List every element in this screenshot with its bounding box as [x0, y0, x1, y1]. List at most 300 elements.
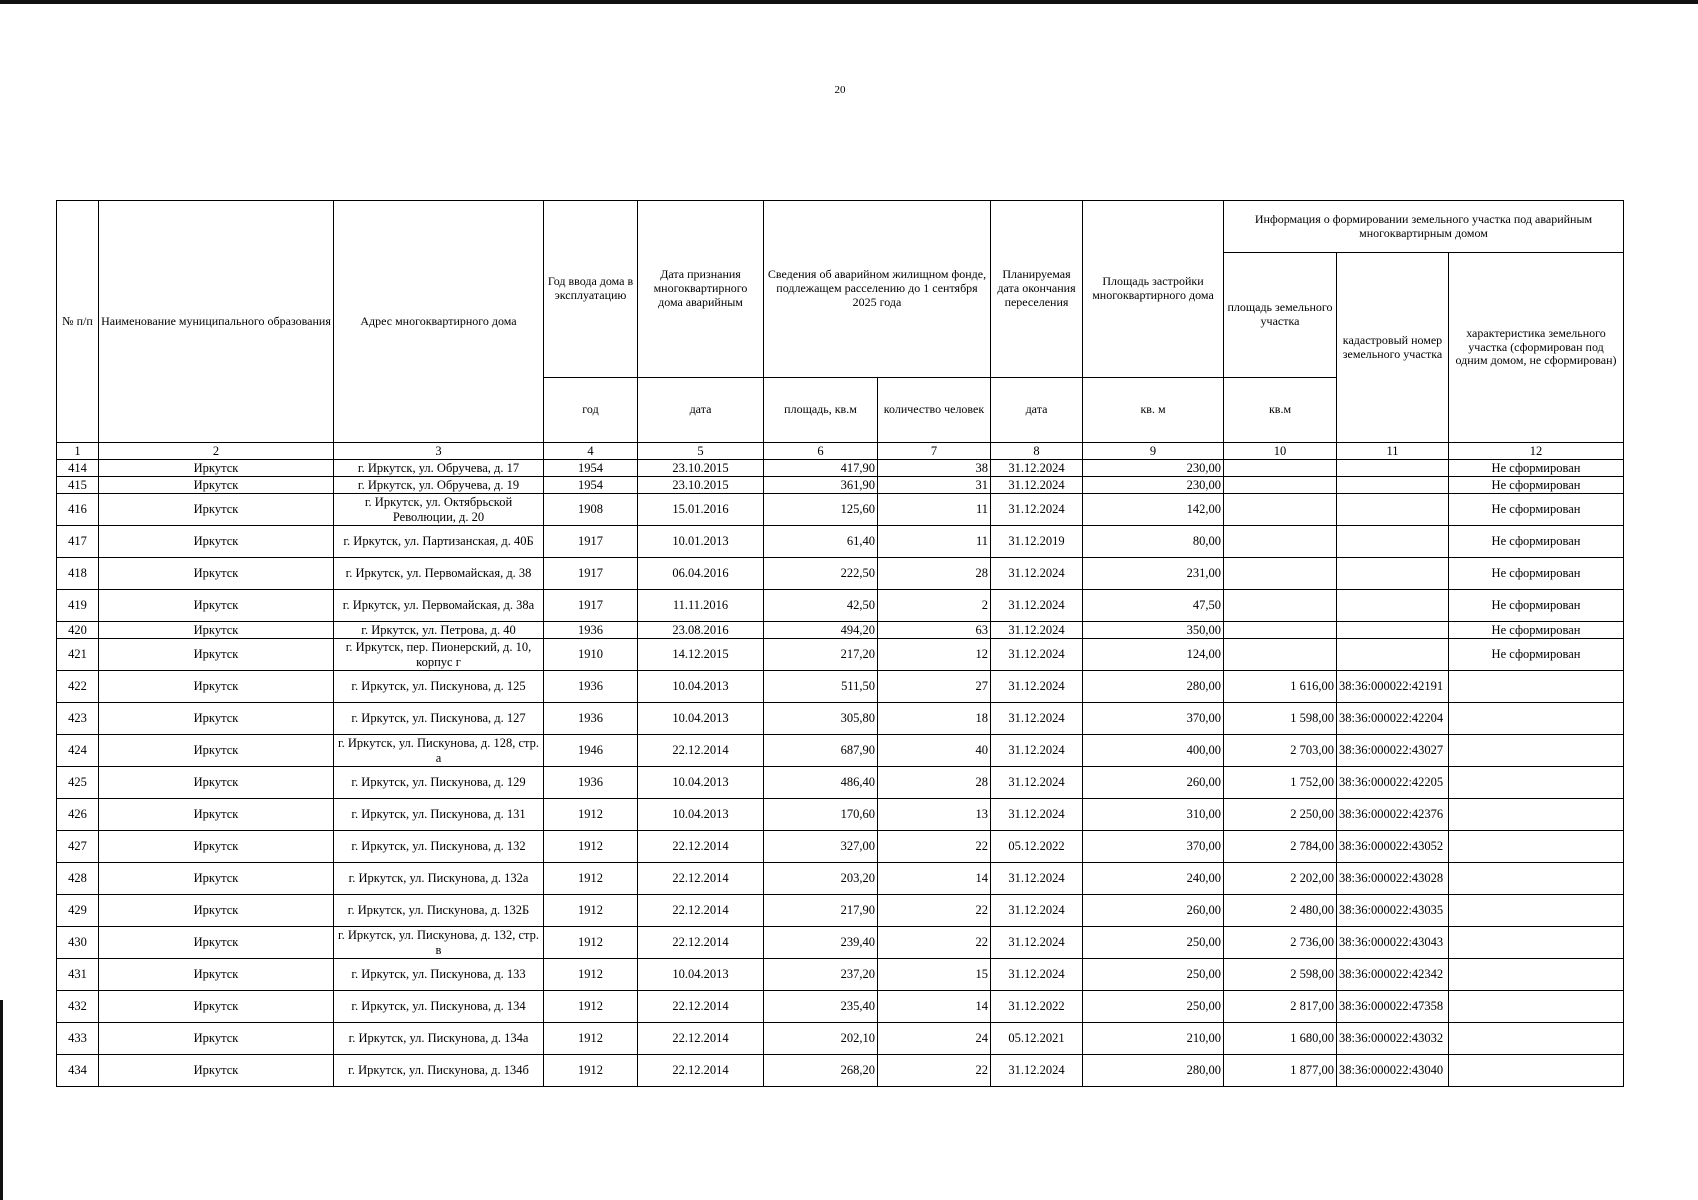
cell-no: 433 [57, 1023, 99, 1055]
cell-municipality: Иркутск [99, 895, 334, 927]
cell-municipality: Иркутск [99, 526, 334, 558]
cell-land-characteristic [1449, 671, 1624, 703]
header-land-characteristic: характеристика земельного участка (сформирован под одним домом, не сформирован) [1449, 253, 1624, 443]
cell-area: 125,60 [764, 494, 878, 526]
cell-land-area [1224, 590, 1337, 622]
cell-recognition-date: 22.12.2014 [638, 991, 764, 1023]
cell-land-area [1224, 494, 1337, 526]
cell-municipality: Иркутск [99, 991, 334, 1023]
cell-no: 434 [57, 1055, 99, 1087]
cell-planned-date: 31.12.2024 [991, 494, 1083, 526]
cell-land-characteristic [1449, 735, 1624, 767]
cell-people: 14 [878, 863, 991, 895]
table-body [57, 460, 1624, 1087]
cell-recognition-date: 10.04.2013 [638, 703, 764, 735]
header-land-area: площадь земельного участка [1224, 253, 1337, 378]
table-row [57, 558, 1624, 590]
cell-municipality: Иркутск [99, 590, 334, 622]
cell-land-area: 1 598,00 [1224, 703, 1337, 735]
cell-recognition-date: 22.12.2014 [638, 863, 764, 895]
cell-planned-date: 31.12.2024 [991, 477, 1083, 494]
cell-land-area [1224, 526, 1337, 558]
cell-recognition-date: 22.12.2014 [638, 1023, 764, 1055]
cell-land-characteristic: Не сформирован [1449, 526, 1624, 558]
cell-planned-date: 31.12.2024 [991, 959, 1083, 991]
cell-municipality: Иркутск [99, 1055, 334, 1087]
cell-people: 27 [878, 671, 991, 703]
cell-land-characteristic [1449, 863, 1624, 895]
table-row [57, 927, 1624, 959]
cell-planned-date: 31.12.2024 [991, 735, 1083, 767]
cell-year: 1912 [544, 1055, 638, 1087]
cell-recognition-date: 23.10.2015 [638, 477, 764, 494]
cell-recognition-date: 10.04.2013 [638, 767, 764, 799]
cell-municipality: Иркутск [99, 558, 334, 590]
column-number: 4 [544, 443, 638, 460]
cell-year: 1912 [544, 799, 638, 831]
cell-area: 268,20 [764, 1055, 878, 1087]
cell-land-characteristic: Не сформирован [1449, 590, 1624, 622]
cell-no: 426 [57, 799, 99, 831]
cell-land-area: 2 784,00 [1224, 831, 1337, 863]
cell-land-characteristic: Не сформирован [1449, 622, 1624, 639]
cell-area: 203,20 [764, 863, 878, 895]
cell-building-area: 310,00 [1083, 799, 1224, 831]
table-row [57, 991, 1624, 1023]
cell-land-area: 2 598,00 [1224, 959, 1337, 991]
cell-building-area: 240,00 [1083, 863, 1224, 895]
cell-land-characteristic [1449, 799, 1624, 831]
cell-people: 24 [878, 1023, 991, 1055]
cell-planned-date: 31.12.2024 [991, 863, 1083, 895]
table-row [57, 494, 1624, 526]
cell-building-area: 231,00 [1083, 558, 1224, 590]
cell-people: 28 [878, 767, 991, 799]
cell-area: 511,50 [764, 671, 878, 703]
cell-year: 1936 [544, 671, 638, 703]
cell-land-area: 2 817,00 [1224, 991, 1337, 1023]
cell-municipality: Иркутск [99, 494, 334, 526]
cell-year: 1912 [544, 991, 638, 1023]
cell-land-characteristic [1449, 991, 1624, 1023]
cell-address: г. Иркутск, ул. Пискунова, д. 132Б [334, 895, 544, 927]
cell-people: 40 [878, 735, 991, 767]
cell-building-area: 142,00 [1083, 494, 1224, 526]
column-number: 8 [991, 443, 1083, 460]
cell-land-area: 1 680,00 [1224, 1023, 1337, 1055]
cell-address: г. Иркутск, ул. Пискунова, д. 132 [334, 831, 544, 863]
cell-no: 428 [57, 863, 99, 895]
cell-land-area: 2 202,00 [1224, 863, 1337, 895]
cell-people: 63 [878, 622, 991, 639]
cell-no: 415 [57, 477, 99, 494]
cell-area: 239,40 [764, 927, 878, 959]
cell-cadastral: 38:36:000022:43027 [1337, 735, 1449, 767]
cell-area: 237,20 [764, 959, 878, 991]
cell-year: 1936 [544, 767, 638, 799]
cell-people: 11 [878, 494, 991, 526]
cell-land-area [1224, 460, 1337, 477]
cell-land-characteristic [1449, 831, 1624, 863]
cell-no: 421 [57, 639, 99, 671]
cell-building-area: 280,00 [1083, 1055, 1224, 1087]
cell-municipality: Иркутск [99, 959, 334, 991]
table-row [57, 622, 1624, 639]
unit-building-area: кв. м [1083, 378, 1224, 443]
cell-year: 1936 [544, 622, 638, 639]
cell-year: 1912 [544, 927, 638, 959]
header-municipality: Наименование муниципального образования [99, 201, 334, 443]
cell-planned-date: 31.12.2024 [991, 895, 1083, 927]
cell-recognition-date: 15.01.2016 [638, 494, 764, 526]
cell-recognition-date: 10.04.2013 [638, 799, 764, 831]
table-row [57, 460, 1624, 477]
cell-cadastral: 38:36:000022:42191 [1337, 671, 1449, 703]
cell-municipality: Иркутск [99, 703, 334, 735]
cell-people: 12 [878, 639, 991, 671]
cell-planned-date: 31.12.2024 [991, 460, 1083, 477]
cell-land-characteristic [1449, 895, 1624, 927]
cell-year: 1917 [544, 558, 638, 590]
unit-year: год [544, 378, 638, 443]
cell-cadastral [1337, 639, 1449, 671]
cell-year: 1954 [544, 460, 638, 477]
table-row [57, 1023, 1624, 1055]
cell-municipality: Иркутск [99, 1023, 334, 1055]
cell-year: 1912 [544, 831, 638, 863]
cell-address: г. Иркутск, ул. Пискунова, д. 132а [334, 863, 544, 895]
cell-land-characteristic [1449, 1023, 1624, 1055]
cell-planned-date: 31.12.2024 [991, 590, 1083, 622]
cell-land-area: 2 480,00 [1224, 895, 1337, 927]
column-number: 6 [764, 443, 878, 460]
cell-planned-date: 31.12.2024 [991, 639, 1083, 671]
cell-land-characteristic [1449, 927, 1624, 959]
cell-building-area: 210,00 [1083, 1023, 1224, 1055]
cell-cadastral [1337, 622, 1449, 639]
cell-land-characteristic: Не сформирован [1449, 639, 1624, 671]
cell-building-area: 260,00 [1083, 895, 1224, 927]
cell-planned-date: 31.12.2024 [991, 558, 1083, 590]
cell-no: 423 [57, 703, 99, 735]
cell-municipality: Иркутск [99, 863, 334, 895]
cell-recognition-date: 23.08.2016 [638, 622, 764, 639]
cell-land-area: 2 736,00 [1224, 927, 1337, 959]
cell-planned-date: 05.12.2021 [991, 1023, 1083, 1055]
cell-year: 1912 [544, 959, 638, 991]
cell-address: г. Иркутск, ул. Пискунова, д. 134б [334, 1055, 544, 1087]
table-row [57, 831, 1624, 863]
cell-municipality: Иркутск [99, 831, 334, 863]
cell-people: 2 [878, 590, 991, 622]
cell-address: г. Иркутск, ул. Октябрьской Революции, д. 20 [334, 494, 544, 526]
cell-planned-date: 31.12.2024 [991, 703, 1083, 735]
page-number: 20 [834, 84, 846, 96]
table-row [57, 959, 1624, 991]
cell-people: 38 [878, 460, 991, 477]
cell-cadastral: 38:36:000022:43035 [1337, 895, 1449, 927]
cell-no: 425 [57, 767, 99, 799]
unit-people: количество человек [878, 378, 991, 443]
cell-address: г. Иркутск, ул. Пискунова, д. 129 [334, 767, 544, 799]
cell-no: 424 [57, 735, 99, 767]
cell-planned-date: 31.12.2024 [991, 622, 1083, 639]
cell-cadastral: 38:36:000022:43032 [1337, 1023, 1449, 1055]
cell-no: 419 [57, 590, 99, 622]
cell-planned-date: 31.12.2024 [991, 671, 1083, 703]
cell-year: 1912 [544, 895, 638, 927]
column-number: 5 [638, 443, 764, 460]
cell-area: 217,20 [764, 639, 878, 671]
cell-planned-date: 05.12.2022 [991, 831, 1083, 863]
cell-address: г. Иркутск, ул. Пискунова, д. 134 [334, 991, 544, 1023]
cell-municipality: Иркутск [99, 927, 334, 959]
cell-planned-date: 31.12.2024 [991, 799, 1083, 831]
cell-area: 687,90 [764, 735, 878, 767]
header-cadastral: кадастровый номер земельного участка [1337, 253, 1449, 443]
cell-area: 417,90 [764, 460, 878, 477]
cell-municipality: Иркутск [99, 622, 334, 639]
cell-municipality: Иркутск [99, 477, 334, 494]
cell-building-area: 260,00 [1083, 767, 1224, 799]
table-row [57, 1055, 1624, 1087]
cell-address: г. Иркутск, ул. Пискунова, д. 131 [334, 799, 544, 831]
cell-no: 432 [57, 991, 99, 1023]
scan-left-border [0, 1000, 3, 1200]
cell-building-area: 250,00 [1083, 959, 1224, 991]
cell-people: 31 [878, 477, 991, 494]
cell-area: 170,60 [764, 799, 878, 831]
table-row [57, 735, 1624, 767]
unit-planned-date: дата [991, 378, 1083, 443]
cell-people: 13 [878, 799, 991, 831]
cell-people: 22 [878, 895, 991, 927]
cell-land-characteristic: Не сформирован [1449, 460, 1624, 477]
column-number: 2 [99, 443, 334, 460]
header-address: Адрес многоквартирного дома [334, 201, 544, 443]
cell-planned-date: 31.12.2022 [991, 991, 1083, 1023]
cell-cadastral [1337, 558, 1449, 590]
cell-cadastral: 38:36:000022:47358 [1337, 991, 1449, 1023]
cell-people: 15 [878, 959, 991, 991]
cell-area: 222,50 [764, 558, 878, 590]
cell-area: 494,20 [764, 622, 878, 639]
cell-municipality: Иркутск [99, 460, 334, 477]
cell-address: г. Иркутск, пер. Пионерский, д. 10, корпус г [334, 639, 544, 671]
cell-building-area: 47,50 [1083, 590, 1224, 622]
cell-area: 42,50 [764, 590, 878, 622]
cell-cadastral: 38:36:000022:42376 [1337, 799, 1449, 831]
cell-building-area: 400,00 [1083, 735, 1224, 767]
cell-no: 431 [57, 959, 99, 991]
header-building-area: Площадь застройки многоквартирного дома [1083, 201, 1224, 378]
cell-people: 28 [878, 558, 991, 590]
column-number: 3 [334, 443, 544, 460]
cell-planned-date: 31.12.2024 [991, 767, 1083, 799]
cell-no: 422 [57, 671, 99, 703]
cell-cadastral [1337, 590, 1449, 622]
cell-area: 235,40 [764, 991, 878, 1023]
cell-building-area: 350,00 [1083, 622, 1224, 639]
cell-land-area: 2 250,00 [1224, 799, 1337, 831]
column-number: 11 [1337, 443, 1449, 460]
cell-year: 1912 [544, 863, 638, 895]
cell-recognition-date: 22.12.2014 [638, 927, 764, 959]
header-no: № п/п [57, 201, 99, 443]
table-row [57, 671, 1624, 703]
cell-cadastral: 38:36:000022:43040 [1337, 1055, 1449, 1087]
cell-land-characteristic [1449, 767, 1624, 799]
header-year: Год ввода дома в эксплуатацию [544, 201, 638, 378]
table-row [57, 703, 1624, 735]
cell-people: 11 [878, 526, 991, 558]
table-row [57, 767, 1624, 799]
cell-no: 417 [57, 526, 99, 558]
cell-land-characteristic: Не сформирован [1449, 558, 1624, 590]
cell-no: 418 [57, 558, 99, 590]
table-row [57, 895, 1624, 927]
unit-area: площадь, кв.м [764, 378, 878, 443]
cell-address: г. Иркутск, ул. Первомайская, д. 38а [334, 590, 544, 622]
header-fund-info: Сведения об аварийном жилищном фонде, подлежащем расселению до 1 сентября 2025 года [764, 201, 991, 378]
cell-building-area: 370,00 [1083, 831, 1224, 863]
cell-recognition-date: 14.12.2015 [638, 639, 764, 671]
cell-recognition-date: 11.11.2016 [638, 590, 764, 622]
column-number: 9 [1083, 443, 1224, 460]
cell-area: 61,40 [764, 526, 878, 558]
column-number: 12 [1449, 443, 1624, 460]
cell-address: г. Иркутск, ул. Обручева, д. 19 [334, 477, 544, 494]
scan-top-border [0, 0, 1698, 4]
cell-municipality: Иркутск [99, 767, 334, 799]
cell-land-area: 2 703,00 [1224, 735, 1337, 767]
cell-building-area: 124,00 [1083, 639, 1224, 671]
header-planned-date: Планируемая дата окончания переселения [991, 201, 1083, 378]
column-number-row [57, 443, 1624, 460]
cell-recognition-date: 10.04.2013 [638, 959, 764, 991]
cell-no: 414 [57, 460, 99, 477]
cell-area: 327,00 [764, 831, 878, 863]
cell-recognition-date: 22.12.2014 [638, 1055, 764, 1087]
cell-recognition-date: 22.12.2014 [638, 831, 764, 863]
cell-municipality: Иркутск [99, 639, 334, 671]
cell-people: 22 [878, 1055, 991, 1087]
cell-year: 1954 [544, 477, 638, 494]
cell-planned-date: 31.12.2019 [991, 526, 1083, 558]
unit-land-area: кв.м [1224, 378, 1337, 443]
cell-recognition-date: 06.04.2016 [638, 558, 764, 590]
cell-cadastral: 38:36:000022:42204 [1337, 703, 1449, 735]
cell-cadastral [1337, 526, 1449, 558]
cell-no: 430 [57, 927, 99, 959]
cell-municipality: Иркутск [99, 671, 334, 703]
cell-no: 429 [57, 895, 99, 927]
cell-people: 22 [878, 831, 991, 863]
cell-land-characteristic: Не сформирован [1449, 494, 1624, 526]
cell-land-characteristic: Не сформирован [1449, 477, 1624, 494]
cell-cadastral: 38:36:000022:42205 [1337, 767, 1449, 799]
column-number: 10 [1224, 443, 1337, 460]
cell-year: 1908 [544, 494, 638, 526]
cell-building-area: 250,00 [1083, 927, 1224, 959]
cell-area: 202,10 [764, 1023, 878, 1055]
cell-address: г. Иркутск, ул. Пискунова, д. 127 [334, 703, 544, 735]
cell-address: г. Иркутск, ул. Пискунова, д. 133 [334, 959, 544, 991]
cell-cadastral: 38:36:000022:43052 [1337, 831, 1449, 863]
cell-no: 420 [57, 622, 99, 639]
cell-year: 1910 [544, 639, 638, 671]
cell-land-area [1224, 558, 1337, 590]
cell-area: 361,90 [764, 477, 878, 494]
cell-building-area: 280,00 [1083, 671, 1224, 703]
cell-building-area: 250,00 [1083, 991, 1224, 1023]
cell-year: 1917 [544, 590, 638, 622]
cell-year: 1936 [544, 703, 638, 735]
cell-municipality: Иркутск [99, 735, 334, 767]
cell-address: г. Иркутск, ул. Пискунова, д. 125 [334, 671, 544, 703]
cell-land-characteristic [1449, 959, 1624, 991]
table-row [57, 639, 1624, 671]
cell-address: г. Иркутск, ул. Пискунова, д. 132, стр. в [334, 927, 544, 959]
cell-land-area: 1 877,00 [1224, 1055, 1337, 1087]
cell-land-area: 1 616,00 [1224, 671, 1337, 703]
cell-year: 1917 [544, 526, 638, 558]
cell-address: г. Иркутск, ул. Партизанская, д. 40Б [334, 526, 544, 558]
cell-year: 1912 [544, 1023, 638, 1055]
cell-address: г. Иркутск, ул. Обручева, д. 17 [334, 460, 544, 477]
cell-people: 14 [878, 991, 991, 1023]
cell-recognition-date: 22.12.2014 [638, 735, 764, 767]
table-row [57, 799, 1624, 831]
table-row [57, 526, 1624, 558]
header-recognition-date: Дата признания многоквартирного дома аварийным [638, 201, 764, 378]
cell-building-area: 370,00 [1083, 703, 1224, 735]
cell-land-characteristic [1449, 703, 1624, 735]
cell-recognition-date: 10.01.2013 [638, 526, 764, 558]
cell-cadastral [1337, 477, 1449, 494]
table-row [57, 477, 1624, 494]
emergency-housing-table [56, 200, 1624, 1087]
column-number: 7 [878, 443, 991, 460]
cell-area: 486,40 [764, 767, 878, 799]
cell-year: 1946 [544, 735, 638, 767]
table-row [57, 863, 1624, 895]
cell-building-area: 230,00 [1083, 477, 1224, 494]
cell-address: г. Иркутск, ул. Пискунова, д. 128, стр. а [334, 735, 544, 767]
cell-cadastral [1337, 494, 1449, 526]
cell-cadastral [1337, 460, 1449, 477]
cell-address: г. Иркутск, ул. Пискунова, д. 134а [334, 1023, 544, 1055]
cell-municipality: Иркутск [99, 799, 334, 831]
cell-land-area: 1 752,00 [1224, 767, 1337, 799]
cell-land-area [1224, 639, 1337, 671]
cell-building-area: 230,00 [1083, 460, 1224, 477]
cell-cadastral: 38:36:000022:42342 [1337, 959, 1449, 991]
column-number: 1 [57, 443, 99, 460]
cell-area: 217,90 [764, 895, 878, 927]
cell-land-area [1224, 477, 1337, 494]
cell-people: 18 [878, 703, 991, 735]
table-row [57, 590, 1624, 622]
cell-recognition-date: 23.10.2015 [638, 460, 764, 477]
unit-date: дата [638, 378, 764, 443]
cell-cadastral: 38:36:000022:43028 [1337, 863, 1449, 895]
cell-area: 305,80 [764, 703, 878, 735]
cell-no: 427 [57, 831, 99, 863]
cell-planned-date: 31.12.2024 [991, 927, 1083, 959]
cell-cadastral: 38:36:000022:43043 [1337, 927, 1449, 959]
cell-planned-date: 31.12.2024 [991, 1055, 1083, 1087]
